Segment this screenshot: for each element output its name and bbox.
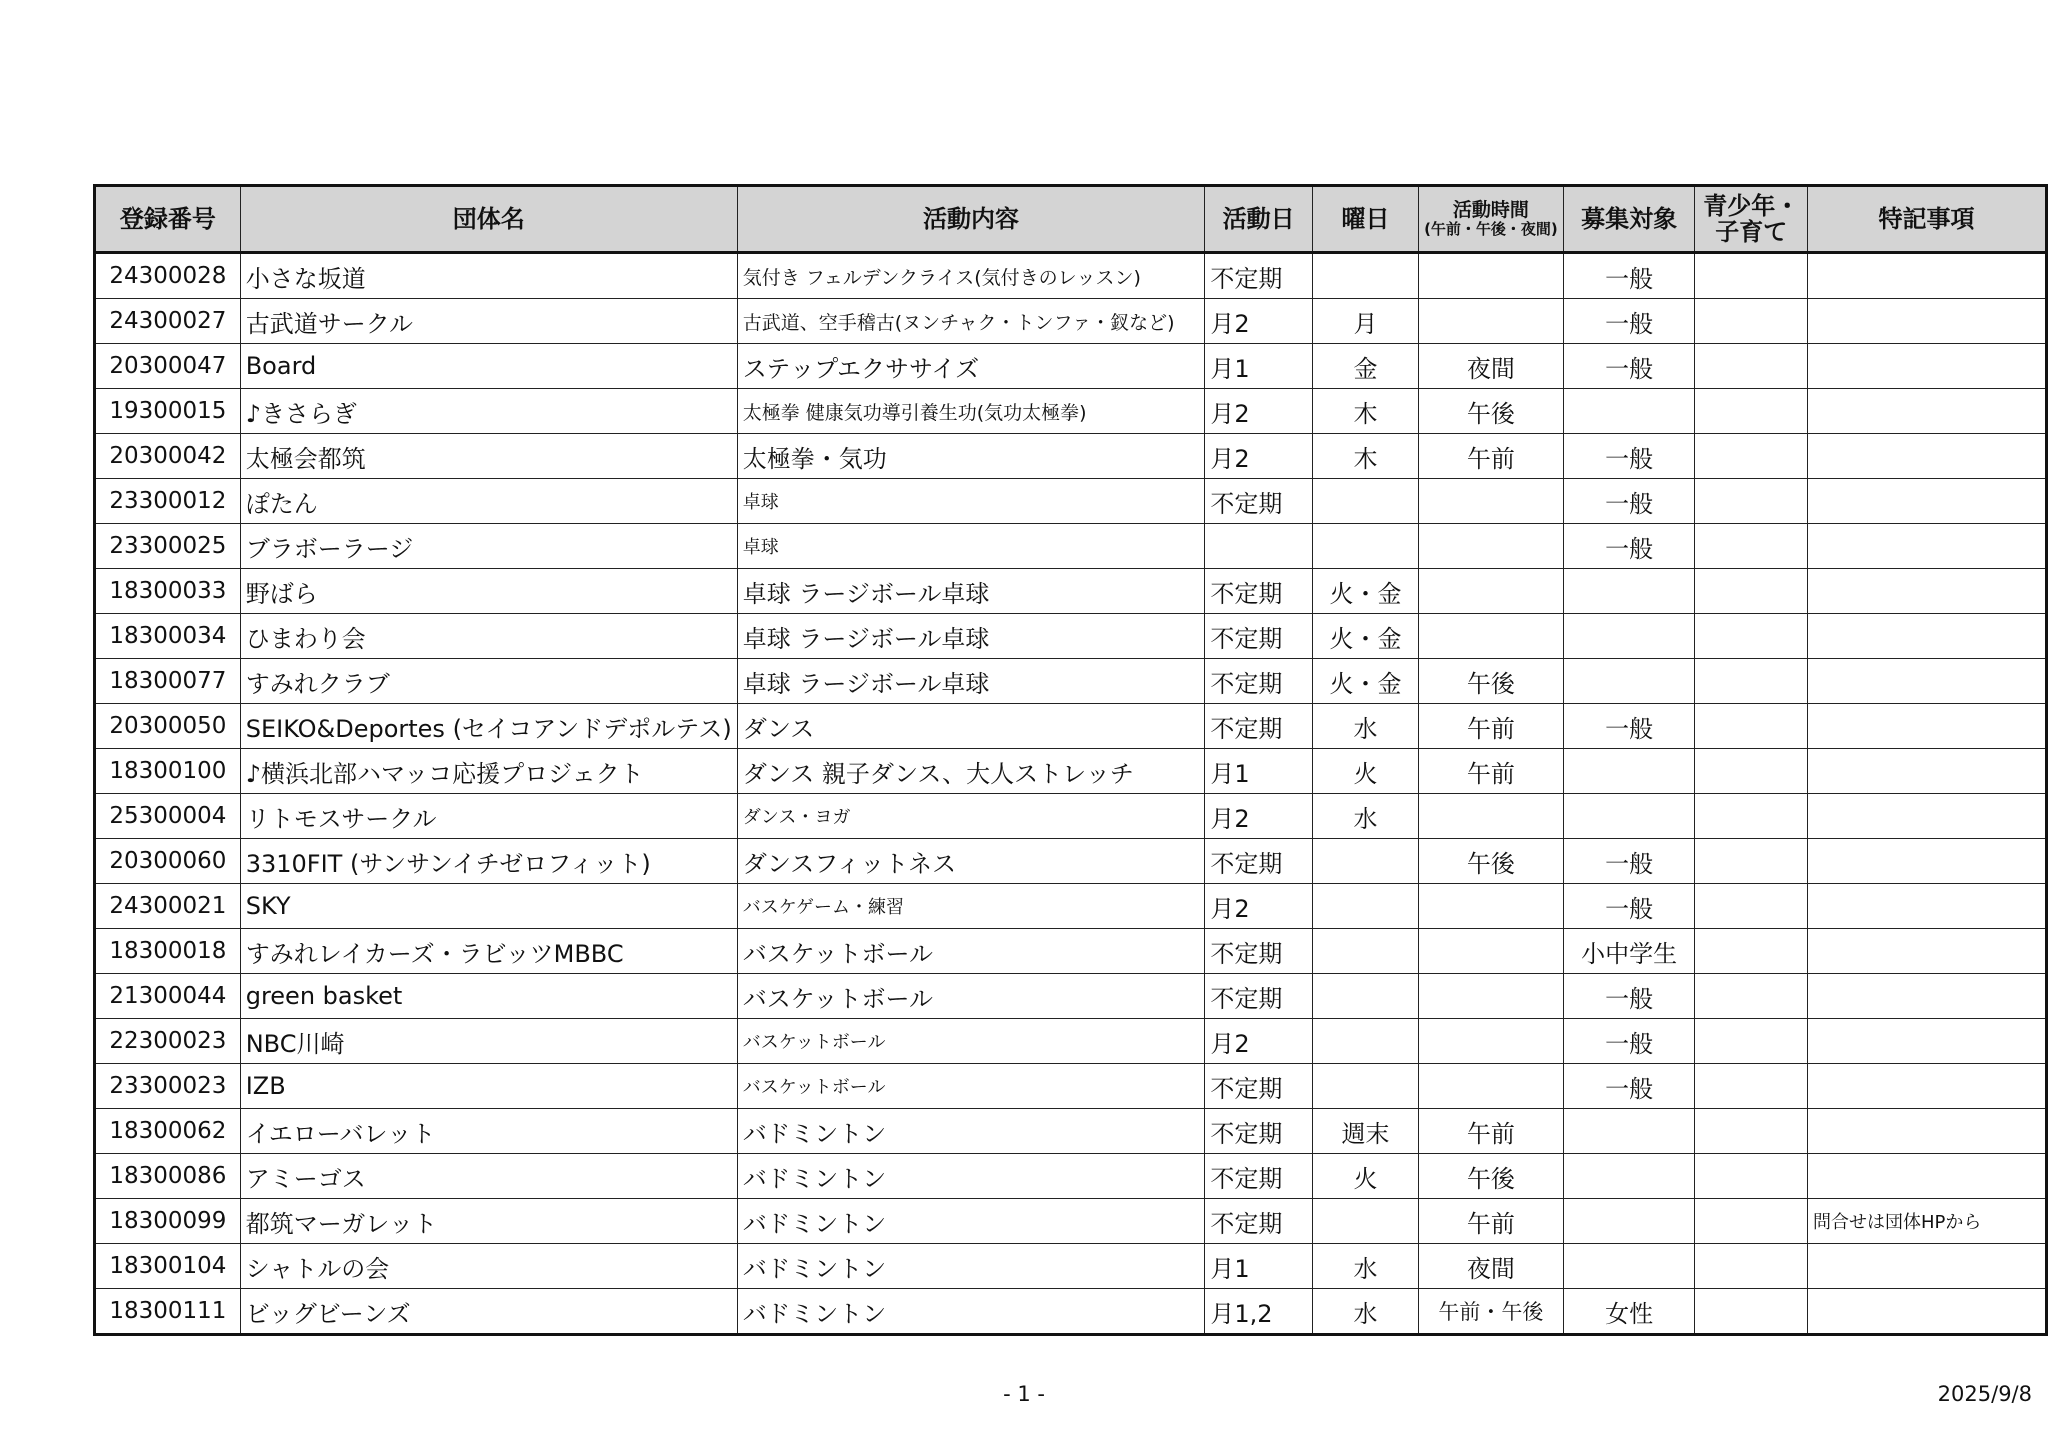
cell-activity-time (1419, 1019, 1564, 1064)
cell-weekday: 水 (1313, 1244, 1419, 1289)
cell-reg-no: 20300047 (95, 344, 241, 389)
cell-activity: ステップエクササイズ (737, 344, 1205, 389)
cell-group-name: イエローバレット (240, 1109, 737, 1154)
header-notes: 特記事項 (1808, 186, 2047, 253)
cell-reg-no: 23300025 (95, 524, 241, 569)
cell-activity: 卓球 ラージボール卓球 (737, 659, 1205, 704)
cell-reg-no: 18300034 (95, 614, 241, 659)
table-row (95, 1199, 2047, 1244)
cell-activity-time (1419, 299, 1564, 344)
cell-group-name: 太極会都筑 (240, 434, 737, 479)
cell-weekday (1313, 839, 1419, 884)
cell-youth (1695, 479, 1808, 524)
cell-activity: ダンス・ヨガ (737, 794, 1205, 839)
cell-youth (1695, 299, 1808, 344)
cell-activity-time (1419, 524, 1564, 569)
cell-recruit (1563, 389, 1695, 434)
cell-activity-day: 月2 (1205, 794, 1313, 839)
group-list-table (93, 184, 2048, 1336)
cell-reg-no: 24300027 (95, 299, 241, 344)
cell-weekday: 金 (1313, 344, 1419, 389)
cell-weekday: 火・金 (1313, 614, 1419, 659)
table-row (95, 929, 2047, 974)
cell-youth (1695, 1109, 1808, 1154)
cell-reg-no: 23300023 (95, 1064, 241, 1109)
cell-group-name: 古武道サークル (240, 299, 737, 344)
cell-activity-time (1419, 253, 1564, 299)
cell-youth (1695, 974, 1808, 1019)
cell-weekday (1313, 929, 1419, 974)
table-row (95, 704, 2047, 749)
cell-notes (1808, 659, 2047, 704)
cell-group-name: 3310FIT (サンサンイチゼロフィット) (240, 839, 737, 884)
cell-weekday (1313, 884, 1419, 929)
cell-activity: 卓球 (737, 524, 1205, 569)
cell-youth (1695, 1199, 1808, 1244)
table-row (95, 524, 2047, 569)
table-row (95, 1019, 2047, 1064)
cell-activity: バドミントン (737, 1109, 1205, 1154)
cell-activity: 古武道、空手稽古(ヌンチャク・トンファ・釵など) (737, 299, 1205, 344)
cell-activity-day: 月1 (1205, 344, 1313, 389)
cell-notes (1808, 253, 2047, 299)
table-row (95, 569, 2047, 614)
cell-activity: バドミントン (737, 1199, 1205, 1244)
cell-activity-time: 午前・午後 (1419, 1289, 1564, 1335)
cell-reg-no: 18300099 (95, 1199, 241, 1244)
cell-youth (1695, 884, 1808, 929)
table-row (95, 1244, 2047, 1289)
cell-group-name: 野ばら (240, 569, 737, 614)
cell-reg-no: 18300033 (95, 569, 241, 614)
cell-activity-day: 月1 (1205, 749, 1313, 794)
cell-recruit (1563, 614, 1695, 659)
cell-youth (1695, 389, 1808, 434)
cell-activity-time: 午前 (1419, 1109, 1564, 1154)
cell-reg-no: 18300104 (95, 1244, 241, 1289)
cell-recruit (1563, 569, 1695, 614)
cell-activity-day: 不定期 (1205, 253, 1313, 299)
cell-notes (1808, 344, 2047, 389)
cell-notes (1808, 569, 2047, 614)
cell-recruit: 一般 (1563, 434, 1695, 479)
cell-activity: バスケットボール (737, 974, 1205, 1019)
cell-notes (1808, 1289, 2047, 1335)
cell-notes (1808, 704, 2047, 749)
cell-youth (1695, 524, 1808, 569)
cell-group-name: ブラボーラージ (240, 524, 737, 569)
cell-activity-day: 不定期 (1205, 704, 1313, 749)
cell-youth (1695, 614, 1808, 659)
cell-reg-no: 20300042 (95, 434, 241, 479)
cell-group-name: SEIKO&Deportes (セイコアンドデポルテス) (240, 704, 737, 749)
table-row (95, 884, 2047, 929)
header-activity-time-sub: (午前・午後・夜間) (1424, 220, 1558, 239)
cell-group-name: green basket (240, 974, 737, 1019)
cell-activity-day: 月1 (1205, 1244, 1313, 1289)
cell-weekday: 水 (1313, 704, 1419, 749)
cell-reg-no: 24300028 (95, 253, 241, 299)
table-row (95, 614, 2047, 659)
cell-activity-time: 午前 (1419, 434, 1564, 479)
cell-group-name: ぽたん (240, 479, 737, 524)
cell-activity-day: 月2 (1205, 884, 1313, 929)
cell-activity-time: 夜間 (1419, 344, 1564, 389)
cell-youth (1695, 1064, 1808, 1109)
cell-group-name: シャトルの会 (240, 1244, 737, 1289)
cell-youth (1695, 1244, 1808, 1289)
cell-weekday (1313, 974, 1419, 1019)
cell-activity: バドミントン (737, 1289, 1205, 1335)
cell-recruit: 女性 (1563, 1289, 1695, 1335)
cell-notes (1808, 434, 2047, 479)
cell-notes (1808, 839, 2047, 884)
cell-weekday: 水 (1313, 1289, 1419, 1335)
cell-weekday: 水 (1313, 794, 1419, 839)
cell-group-name: ♪きさらぎ (240, 389, 737, 434)
cell-notes (1808, 479, 2047, 524)
cell-activity-day: 月2 (1205, 389, 1313, 434)
cell-activity-time: 午後 (1419, 659, 1564, 704)
cell-recruit (1563, 1109, 1695, 1154)
cell-group-name: リトモスサークル (240, 794, 737, 839)
cell-weekday: 月 (1313, 299, 1419, 344)
cell-group-name: アミーゴス (240, 1154, 737, 1199)
cell-activity: 太極拳・気功 (737, 434, 1205, 479)
cell-youth (1695, 794, 1808, 839)
cell-group-name: ♪横浜北部ハマッコ応援プロジェクト (240, 749, 737, 794)
cell-activity-day: 月2 (1205, 434, 1313, 479)
cell-reg-no: 25300004 (95, 794, 241, 839)
table-row (95, 1109, 2047, 1154)
page-number: - 1 - (1003, 1382, 1045, 1406)
header-row (95, 186, 2047, 253)
cell-activity: バドミントン (737, 1244, 1205, 1289)
cell-recruit: 一般 (1563, 344, 1695, 389)
cell-activity-day: 不定期 (1205, 659, 1313, 704)
table-body (95, 253, 2047, 1335)
header-recruit: 募集対象 (1563, 186, 1695, 253)
cell-activity-time: 夜間 (1419, 1244, 1564, 1289)
cell-reg-no: 18300086 (95, 1154, 241, 1199)
cell-recruit: 一般 (1563, 839, 1695, 884)
cell-activity: バスケットボール (737, 1019, 1205, 1064)
cell-activity-time (1419, 974, 1564, 1019)
cell-activity: 気付き フェルデンクライス(気付きのレッスン) (737, 253, 1205, 299)
cell-activity: ダンス 親子ダンス、大人ストレッチ (737, 749, 1205, 794)
cell-notes (1808, 1244, 2047, 1289)
cell-notes (1808, 1019, 2047, 1064)
cell-weekday: 火 (1313, 1154, 1419, 1199)
cell-youth (1695, 659, 1808, 704)
cell-recruit: 一般 (1563, 253, 1695, 299)
table-row (95, 659, 2047, 704)
cell-notes (1808, 1109, 2047, 1154)
cell-activity-day: 月2 (1205, 1019, 1313, 1064)
cell-notes (1808, 1064, 2047, 1109)
cell-activity: バスケットボール (737, 1064, 1205, 1109)
cell-activity-time (1419, 479, 1564, 524)
cell-activity-day (1205, 524, 1313, 569)
cell-weekday: 火 (1313, 749, 1419, 794)
header-youth-line1: 青少年・ (1703, 191, 1800, 220)
cell-youth (1695, 1019, 1808, 1064)
table-row (95, 1154, 2047, 1199)
header-group-name: 団体名 (240, 186, 737, 253)
cell-recruit: 一般 (1563, 704, 1695, 749)
cell-group-name: IZB (240, 1064, 737, 1109)
cell-group-name: 小さな坂道 (240, 253, 737, 299)
cell-notes (1808, 524, 2047, 569)
cell-youth (1695, 929, 1808, 974)
cell-group-name: 都筑マーガレット (240, 1199, 737, 1244)
cell-activity: 卓球 ラージボール卓球 (737, 569, 1205, 614)
table-row (95, 839, 2047, 884)
cell-recruit (1563, 794, 1695, 839)
cell-recruit: 一般 (1563, 479, 1695, 524)
cell-weekday (1313, 1019, 1419, 1064)
cell-activity-day: 不定期 (1205, 479, 1313, 524)
cell-recruit (1563, 1199, 1695, 1244)
cell-weekday (1313, 253, 1419, 299)
cell-group-name: NBC川崎 (240, 1019, 737, 1064)
table-row (95, 479, 2047, 524)
cell-weekday (1313, 524, 1419, 569)
cell-activity: 卓球 (737, 479, 1205, 524)
cell-notes (1808, 794, 2047, 839)
cell-activity-time (1419, 569, 1564, 614)
header-youth (1695, 186, 1808, 253)
cell-reg-no: 20300060 (95, 839, 241, 884)
cell-activity: バドミントン (737, 1154, 1205, 1199)
cell-activity-time: 午後 (1419, 1154, 1564, 1199)
cell-activity-day: 不定期 (1205, 974, 1313, 1019)
header-reg-no: 登録番号 (95, 186, 241, 253)
header-activity-time-label: 活動時間 (1452, 199, 1529, 222)
cell-activity-day: 不定期 (1205, 929, 1313, 974)
cell-notes (1808, 614, 2047, 659)
cell-weekday (1313, 1064, 1419, 1109)
cell-activity-day: 不定期 (1205, 1109, 1313, 1154)
cell-reg-no: 20300050 (95, 704, 241, 749)
cell-weekday: 火・金 (1313, 569, 1419, 614)
table-row (95, 1289, 2047, 1335)
cell-activity-day: 不定期 (1205, 569, 1313, 614)
cell-youth (1695, 569, 1808, 614)
cell-reg-no: 18300077 (95, 659, 241, 704)
cell-recruit: 一般 (1563, 884, 1695, 929)
table-row (95, 974, 2047, 1019)
cell-youth (1695, 749, 1808, 794)
header-activity-day: 活動日 (1205, 186, 1313, 253)
cell-notes (1808, 389, 2047, 434)
cell-activity-day: 不定期 (1205, 1154, 1313, 1199)
table-row (95, 749, 2047, 794)
cell-activity: 卓球 ラージボール卓球 (737, 614, 1205, 659)
cell-group-name: SKY (240, 884, 737, 929)
table-row (95, 344, 2047, 389)
cell-activity-time: 午前 (1419, 704, 1564, 749)
cell-recruit: 一般 (1563, 1064, 1695, 1109)
cell-activity-time (1419, 794, 1564, 839)
cell-youth (1695, 434, 1808, 479)
cell-recruit (1563, 1244, 1695, 1289)
cell-activity-time (1419, 929, 1564, 974)
cell-activity: ダンスフィットネス (737, 839, 1205, 884)
cell-notes (1808, 884, 2047, 929)
print-date: 2025/9/8 (1937, 1382, 2032, 1406)
header-activity-time (1419, 186, 1564, 253)
cell-youth (1695, 839, 1808, 884)
cell-recruit: 一般 (1563, 524, 1695, 569)
cell-youth (1695, 1154, 1808, 1199)
table-row (95, 434, 2047, 479)
table-row (95, 1064, 2047, 1109)
cell-reg-no: 23300012 (95, 479, 241, 524)
cell-group-name: すみれレイカーズ・ラビッツMBBC (240, 929, 737, 974)
cell-reg-no: 21300044 (95, 974, 241, 1019)
cell-activity-day: 不定期 (1205, 839, 1313, 884)
cell-group-name: ひまわり会 (240, 614, 737, 659)
cell-activity-time (1419, 1064, 1564, 1109)
cell-activity-day: 不定期 (1205, 614, 1313, 659)
cell-recruit (1563, 1154, 1695, 1199)
cell-youth (1695, 1289, 1808, 1335)
cell-notes (1808, 974, 2047, 1019)
cell-activity-time: 午後 (1419, 389, 1564, 434)
cell-recruit: 一般 (1563, 1019, 1695, 1064)
cell-activity-day: 不定期 (1205, 1199, 1313, 1244)
cell-recruit: 小中学生 (1563, 929, 1695, 974)
cell-activity-day: 月2 (1205, 299, 1313, 344)
header-weekday: 曜日 (1313, 186, 1419, 253)
cell-notes (1808, 1154, 2047, 1199)
cell-activity: バスケットボール (737, 929, 1205, 974)
cell-activity-time (1419, 884, 1564, 929)
cell-youth (1695, 253, 1808, 299)
cell-reg-no: 19300015 (95, 389, 241, 434)
cell-recruit (1563, 749, 1695, 794)
cell-notes (1808, 299, 2047, 344)
table-row (95, 389, 2047, 434)
cell-group-name: Board (240, 344, 737, 389)
cell-notes (1808, 929, 2047, 974)
cell-reg-no: 18300111 (95, 1289, 241, 1335)
table-row (95, 794, 2047, 839)
cell-reg-no: 18300100 (95, 749, 241, 794)
cell-weekday: 木 (1313, 434, 1419, 479)
cell-youth (1695, 704, 1808, 749)
cell-notes (1808, 749, 2047, 794)
header-youth-line2: 子育て (1715, 218, 1788, 246)
cell-weekday (1313, 1199, 1419, 1244)
cell-activity-day: 不定期 (1205, 1064, 1313, 1109)
cell-youth (1695, 344, 1808, 389)
cell-notes: 問合せは団体HPから (1808, 1199, 2047, 1244)
header-activity: 活動内容 (737, 186, 1205, 253)
cell-activity: ダンス (737, 704, 1205, 749)
cell-activity-time: 午後 (1419, 839, 1564, 884)
cell-weekday: 週末 (1313, 1109, 1419, 1154)
cell-activity: バスケゲーム・練習 (737, 884, 1205, 929)
cell-group-name: すみれクラブ (240, 659, 737, 704)
cell-group-name: ビッグビーンズ (240, 1289, 737, 1335)
table-row (95, 253, 2047, 299)
cell-reg-no: 24300021 (95, 884, 241, 929)
cell-weekday (1313, 479, 1419, 524)
cell-reg-no: 22300023 (95, 1019, 241, 1064)
cell-activity: 太極拳 健康気功導引養生功(気功太極拳) (737, 389, 1205, 434)
cell-recruit: 一般 (1563, 974, 1695, 1019)
cell-recruit: 一般 (1563, 299, 1695, 344)
cell-activity-time: 午前 (1419, 749, 1564, 794)
cell-reg-no: 18300018 (95, 929, 241, 974)
cell-weekday: 火・金 (1313, 659, 1419, 704)
cell-recruit (1563, 659, 1695, 704)
table-row (95, 299, 2047, 344)
cell-activity-time: 午前 (1419, 1199, 1564, 1244)
cell-activity-day: 月1,2 (1205, 1289, 1313, 1335)
cell-reg-no: 18300062 (95, 1109, 241, 1154)
cell-weekday: 木 (1313, 389, 1419, 434)
cell-activity-time (1419, 614, 1564, 659)
